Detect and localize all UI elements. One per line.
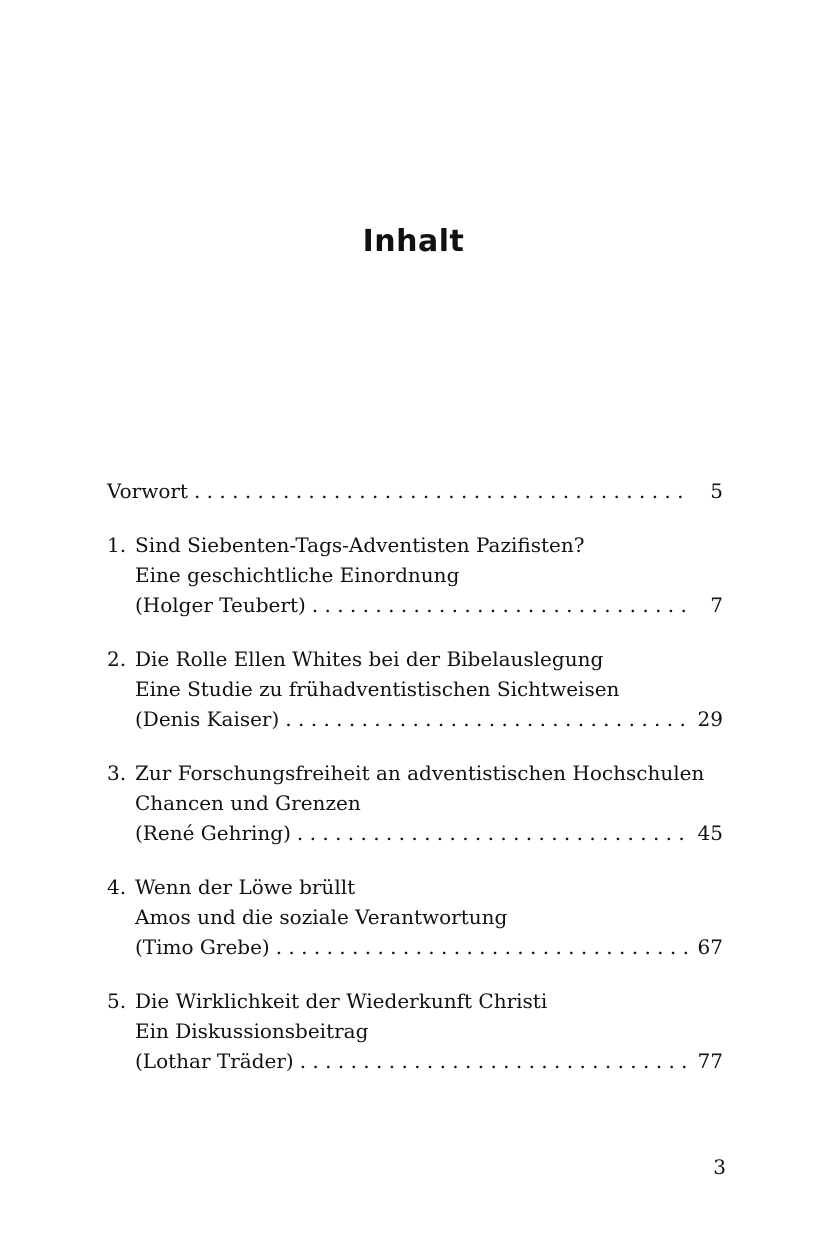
entry-number: 5. — [107, 989, 127, 1013]
toc-page-number: 5 — [710, 479, 723, 503]
entry-author: (Timo Grebe) — [135, 935, 270, 959]
entry-number: 3. — [107, 761, 127, 785]
dot-leader — [312, 590, 689, 620]
entry-title: Die Wirklichkeit der Wiederkunft Christi — [135, 989, 548, 1013]
entry-subtitle: Amos und die soziale Verantwortung — [135, 905, 508, 929]
toc-page-number: 29 — [697, 707, 723, 731]
page-title: Inhalt — [362, 224, 465, 259]
toc-page-number: 45 — [697, 821, 723, 845]
dot-leader — [276, 932, 689, 962]
entry-number: 2. — [107, 647, 127, 671]
entry-title: Die Rolle Ellen Whites bei der Bibelauslegung — [135, 647, 604, 671]
toc-entry-2[interactable] — [107, 644, 723, 734]
toc-entry-5[interactable] — [107, 986, 723, 1076]
entry-author: (René Gehring) — [135, 821, 291, 845]
toc-entry-label: Vorwort — [107, 479, 188, 503]
toc-page-number: 67 — [697, 935, 723, 959]
toc-entry-3[interactable] — [107, 758, 723, 848]
toc-entry-vorwort[interactable] — [107, 476, 723, 506]
entry-author: (Holger Teubert) — [135, 593, 306, 617]
entry-title: Zur Forschungsfreiheit an adventistischen Hochschulen — [135, 761, 705, 785]
entry-number: 1. — [107, 533, 127, 557]
toc-page-number: 7 — [710, 593, 723, 617]
table-of-contents — [107, 476, 723, 1100]
dot-leader — [300, 1046, 689, 1076]
entry-title: Wenn der Löwe brüllt — [135, 875, 356, 899]
entry-author: (Lothar Träder) — [135, 1049, 294, 1073]
dot-leader — [194, 476, 689, 506]
entry-number: 4. — [107, 875, 127, 899]
toc-entry-1[interactable] — [107, 530, 723, 620]
dot-leader — [297, 818, 689, 848]
toc-page-number: 77 — [697, 1049, 723, 1073]
page-number: 3 — [713, 1155, 726, 1179]
entry-subtitle: Ein Diskussionsbeitrag — [135, 1019, 369, 1043]
entry-title: Sind Siebenten-Tags-Adventisten Pazifisten? — [135, 533, 585, 557]
toc-entry-4[interactable] — [107, 872, 723, 962]
entry-subtitle: Eine geschichtliche Einordnung — [135, 563, 460, 587]
entry-author: (Denis Kaiser) — [135, 707, 280, 731]
dot-leader — [285, 704, 689, 734]
entry-subtitle: Eine Studie zu frühadventistischen Sichtweisen — [135, 677, 620, 701]
entry-subtitle: Chancen und Grenzen — [135, 791, 361, 815]
